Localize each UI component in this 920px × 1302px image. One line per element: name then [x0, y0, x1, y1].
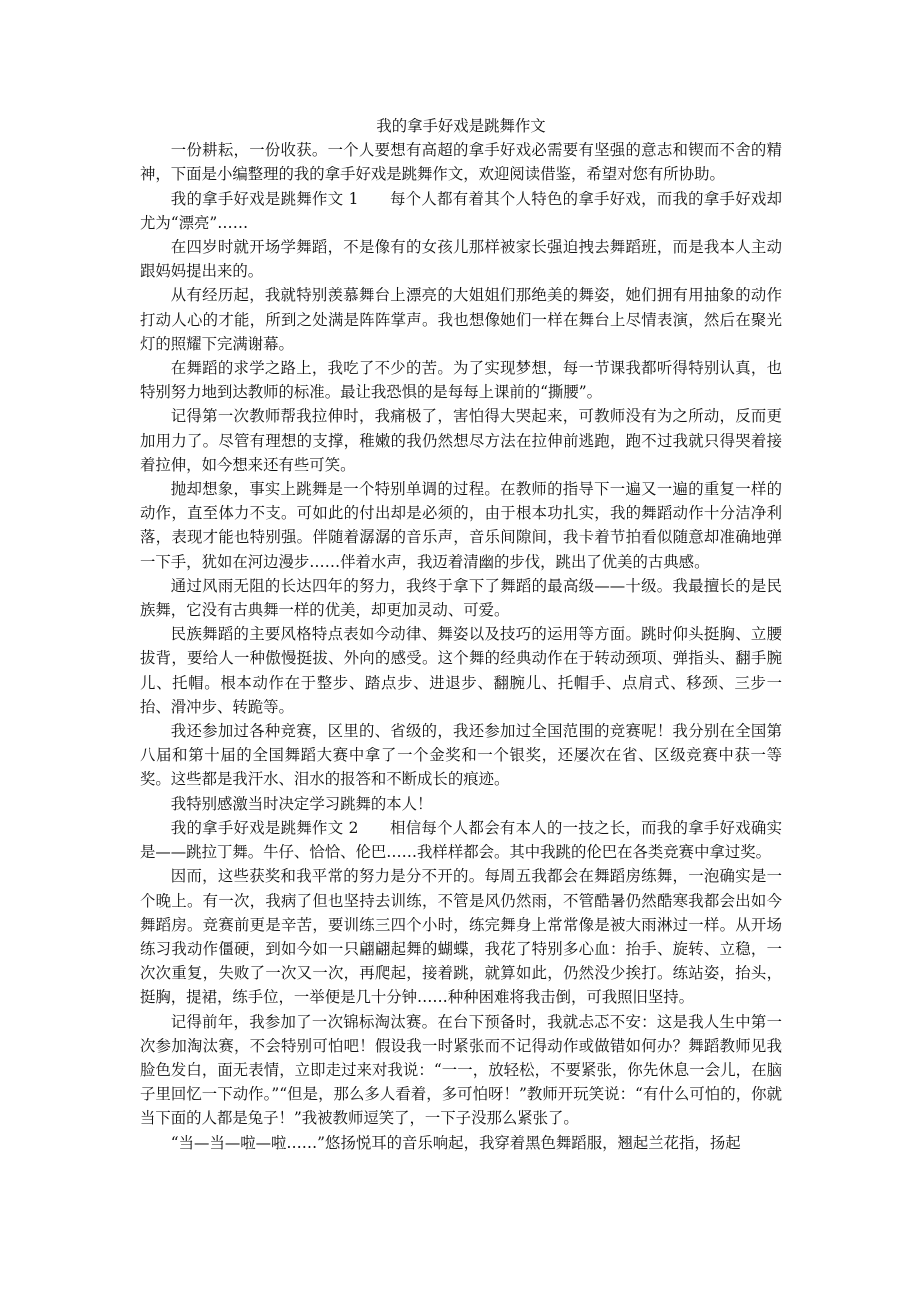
paragraph: “当—当—啦—啦……”悠扬悦耳的音乐响起，我穿着黑色舞蹈服，翘起兰花指，扬起 [170, 1133, 741, 1152]
paragraph-essay-1-heading: 我的拿手好戏是跳舞作文 1 每个人都有着其个人特色的拿手好戏，而我的拿手好戏却尤为“漂亮”…… [140, 189, 782, 232]
document-body [140, 114, 782, 1155]
paragraph-essay-2-heading: 我的拿手好戏是跳舞作文 2 相信每个人都会有本人的一技之长，而我的拿手好戏确实是——跳拉丁舞。牛仔、恰恰、伦巴……我样样都会。其中我跳的伦巴在各类竞赛中拿过奖。 [140, 818, 782, 862]
paragraph: 记得第一次教师帮我拉伸时，我痛极了，害怕得大哭起来，可教师没有为之所动，反而更加用力了。尽管有理想的支撑，稚嫩的我仍然想尽方法在拉伸前逃跑，跑不过我就只得哭着接着拉伸，如今想来还有些可笑。 [140, 407, 782, 474]
paragraph: 在四岁时就开场学舞蹈，不是像有的女孩儿那样被家长强迫拽去舞蹈班，而是我本人主动跟妈妈提出来的。 [140, 238, 782, 281]
paragraph: 我特别感激当时决定学习跳舞的本人！ [170, 794, 433, 813]
paragraph: 抛却想象，事实上跳舞是一个特别单调的过程。在教师的指导下一遍又一遍的重复一样的动作，直至体力不支。可如此的付出却是必须的，由于根本功扎实，我的舞蹈动作十分洁净利落，表现才能也特别强。伴随着潺潺的音乐声，音乐间隙间，我卡着节拍看似随意却准确地弹一下手，犹如在河边漫步……伴着水声，我迈着清幽的步伐，跳出了优美的古典感。 [140, 480, 782, 571]
paragraph: 在舞蹈的求学之路上，我吃了不少的苦。为了实现梦想，每一节课我都听得特别认真，也特别努力地到达教师的标准。最让我恐惧的是每每上课前的“撕腰”。 [140, 359, 782, 402]
paragraph: 从有经历起，我就特别羡慕舞台上漂亮的大姐姐们那绝美的舞姿，她们拥有用抽象的动作打动人心的才能，所到之处满是阵阵掌声。我也想像她们一样在舞台上尽情表演，然后在聚光灯的照耀下完满谢幕。 [140, 286, 782, 353]
paragraph: 通过风雨无阻的长达四年的努力，我终于拿下了舞蹈的最高级——十级。我最擅长的是民族舞，它没有古典舞一样的优美，却更加灵动、可爱。 [140, 576, 782, 620]
paragraph: 记得前年，我参加了一次锦标淘汰赛。在台下预备时，我就忐忑不安：这是我人生中第一次参加淘汰赛，不会特别可怕吧！假设我一时紧张而不记得动作或做错如何办？舞蹈教师见我脸色发白，面无表情，立即走过来对我说：“一一，放轻松，不要紧张，你先休息一会儿，在脑子里回忆一下动作。”“但是，那么多人看着，多可怕呀！”教师开玩笑说：“有什么可怕的，你就当下面的人都是兔子！”我被教师逗笑了，一下子没那么紧张了。 [140, 1012, 782, 1128]
paragraph: 因而，这些获奖和我平常的努力是分不开的。每周五我都会在舞蹈房练舞，一泡确实是一个晚上。有一次，我病了但也坚持去训练，不管是风仍然雨，不管酷暑仍然酷寒我都会出如今舞蹈房。竞赛前更是辛苦，要训练三四个小时，练完舞身上常常像是被大雨淋过一样。从开场练习我动作僵硬，到如今如一只翩翩起舞的蝴蝶，我花了特别多心血：抬手、旋转、立稳，一次次重复，失败了一次又一次，再爬起，接着跳，就算如此，仍然没少挨打。练站姿，抬头，挺胸，提裙，练手位，一举便是几十分钟……种种困难将我击倒，可我照旧坚持。 [140, 867, 782, 1007]
paragraph: 民族舞蹈的主要风格特点表如今动律、舞姿以及技巧的运用等方面。跳时仰头挺胸、立腰拔背，要给人一种傲慢挺拔、外向的感受。这个舞的经典动作在于转动颈项、弹指头、翻手腕儿、托帽。根本动作在于整步、踏点步、进退步、翻腕儿、托帽手、点肩式、移颈、三步一抬、滑冲步、转跪等。 [140, 625, 782, 716]
document-title: 我的拿手好戏是跳舞作文 [376, 117, 546, 135]
paragraph-intro: 一份耕耘，一份收获。一个人要想有高超的拿手好戏必需要有坚强的意志和锲而不舍的精神，下面是小编整理的我的拿手好戏是跳舞作文，欢迎阅读借鉴，希望对您有所协助。 [140, 141, 782, 184]
paragraph: 我还参加过各种竞赛，区里的、省级的，我还参加过全国范围的竞赛呢！我分别在全国第八届和第十届的全国舞蹈大赛中拿了一个金奖和一个银奖，还屡次在省、区级竞赛中获一等奖。这些都是我汗水、泪水的报答和不断成长的痕迹。 [140, 722, 782, 789]
